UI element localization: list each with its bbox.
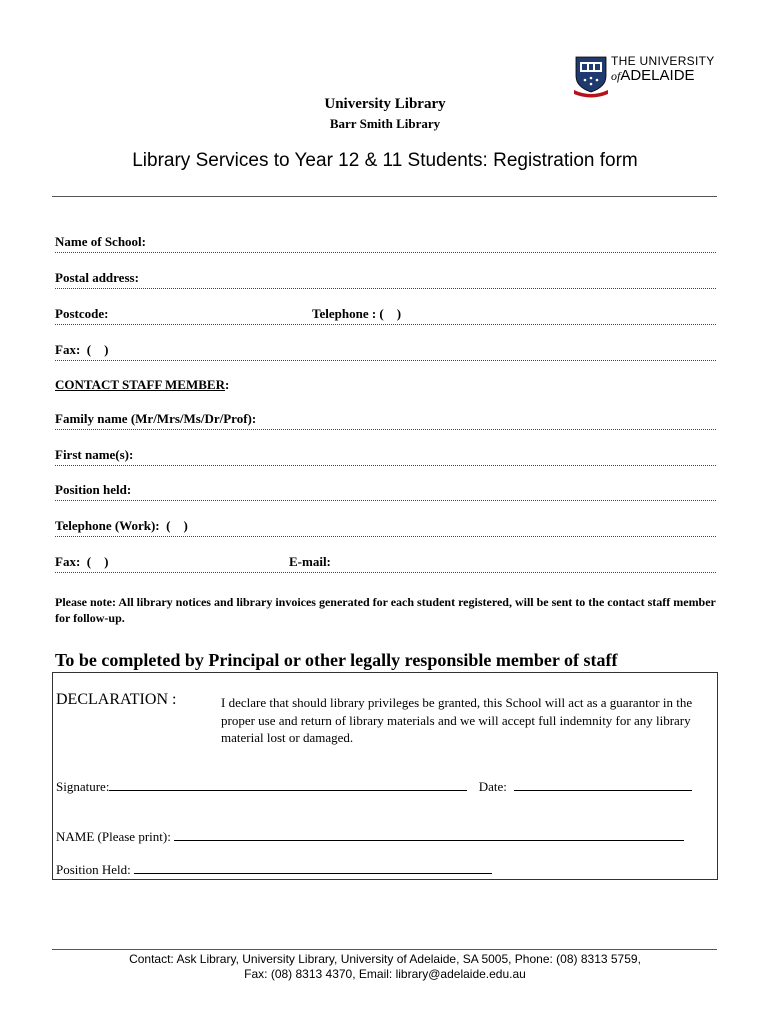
footer-rule: [52, 949, 717, 950]
position-held-label: Position held:: [55, 482, 132, 497]
logo-of: of: [611, 69, 621, 83]
crest-icon: [573, 54, 609, 98]
school-telephone-label: Telephone : ( ): [312, 306, 402, 321]
note-text: Please note: All library notices and library invoices generated for each student registered, will be sent to the contact staff member for follow-up.: [55, 595, 716, 625]
school-fax-field[interactable]: [55, 338, 716, 361]
contact-heading-colon: :: [224, 377, 230, 392]
family-name-label: Family name (Mr/Mrs/Ms/Dr/Prof):: [55, 411, 257, 426]
family-name-field[interactable]: [55, 407, 716, 430]
title-rule: [52, 196, 717, 197]
principal-position-line[interactable]: [134, 861, 492, 874]
logo-line-1: THE UNIVERSITY: [611, 54, 715, 68]
contact-fax-email-field[interactable]: [55, 550, 716, 573]
principal-heading: To be completed by Principal or other legally responsible member of staff: [55, 650, 618, 670]
declaration-box: [52, 672, 718, 880]
postal-address-label: Postal address:: [55, 270, 139, 285]
work-telephone-field[interactable]: [55, 514, 716, 537]
branch-name: Barr Smith Library: [329, 116, 441, 131]
declaration-text: I declare that should library privileges be granted, this School will act as a guarantor in the proper use and return of library materials and we will accept full indemnity for any library material lost or damaged.: [221, 695, 693, 745]
school-fax-label: Fax: ( ): [55, 342, 109, 357]
position-held-row: [56, 861, 492, 878]
contact-heading-text: CONTACT STAFF MEMBER: [55, 377, 225, 392]
school-name-field[interactable]: [55, 230, 716, 253]
footer-line-2: Fax: (08) 8313 4370, Email: library@adelaide.edu.au: [244, 967, 526, 981]
form-title: Library Services to Year 12 & 11 Students: Registration form: [132, 150, 638, 171]
footer: [0, 952, 770, 982]
library-name: University Library: [324, 96, 446, 112]
contact-fax-label: Fax: ( ): [55, 554, 109, 569]
work-telephone-label: Telephone (Work): ( ): [55, 518, 188, 533]
print-name-line[interactable]: [174, 828, 684, 841]
school-name-label: Name of School:: [55, 234, 146, 249]
signature-line[interactable]: [109, 778, 467, 791]
signature-label: Signature:: [56, 779, 110, 794]
principal-position-label: Position Held:: [56, 862, 131, 877]
postcode-telephone-field[interactable]: [55, 302, 716, 325]
declaration-label: DECLARATION :: [56, 691, 177, 708]
signature-row: [56, 778, 692, 795]
print-name-label: NAME (Please print):: [56, 829, 171, 844]
date-label: Date:: [478, 779, 507, 794]
contact-heading: [55, 377, 229, 393]
first-name-field[interactable]: [55, 443, 716, 466]
postal-address-field[interactable]: [55, 266, 716, 289]
email-label: E-mail:: [289, 554, 331, 569]
logo-name: ADELAIDE: [620, 67, 695, 84]
footer-line-1: Contact: Ask Library, University Library, University of Adelaide, SA 5005, Phone: (08) 8313 5759,: [129, 952, 641, 966]
print-name-row: [56, 828, 684, 845]
position-held-field[interactable]: [55, 478, 716, 501]
university-logo: [573, 54, 718, 98]
postcode-label: Postcode:: [55, 306, 109, 321]
date-line[interactable]: [514, 778, 692, 791]
first-name-label: First name(s):: [55, 447, 134, 462]
